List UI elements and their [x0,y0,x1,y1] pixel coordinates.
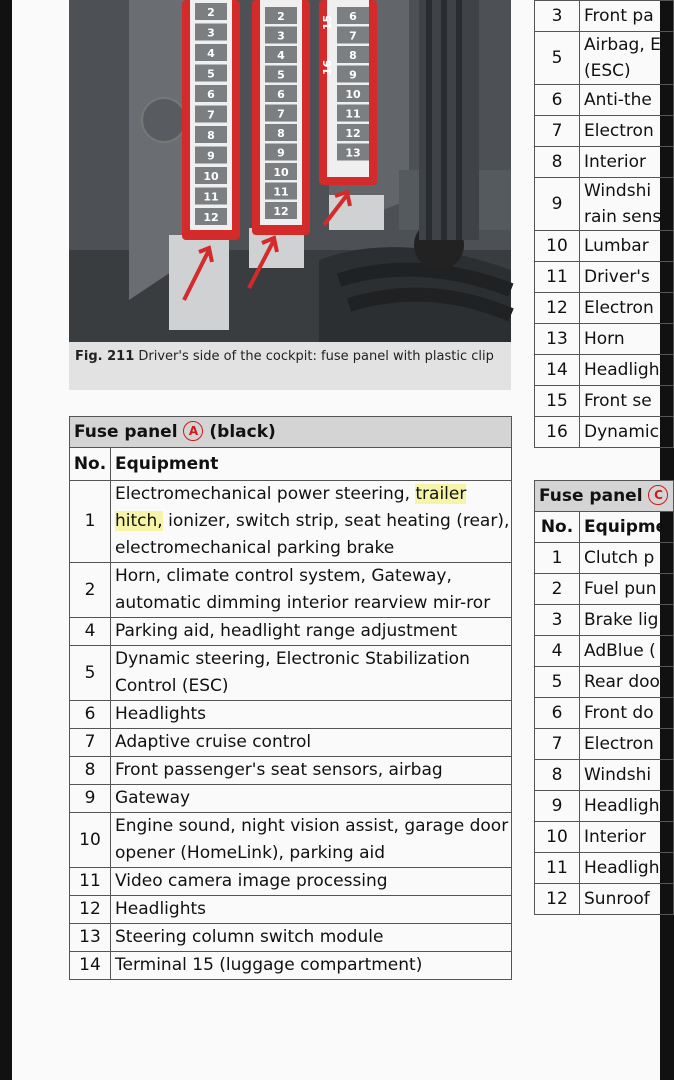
fuse-side-label-15: 15 [321,14,334,30]
fuse-equipment: Adaptive cruise control [111,729,512,757]
fuse-equipment: Horn, climate control system, Gateway, automatic dimming interior rearview mir-ror [111,563,512,618]
fuse-panel-b-table [534,0,674,448]
table-row [535,355,674,386]
fuse-number: 12 [535,884,580,915]
fuse-panel-photo [69,0,511,342]
fuse-slot-number: 6 [277,88,285,101]
table-row [535,822,674,853]
fuse-number: 13 [70,924,111,952]
fuse-number: 6 [70,701,111,729]
panel-badge-a: A [183,421,203,441]
fuse-number: 1 [70,481,111,563]
figure-caption [75,347,505,367]
fuse-slot-number: 4 [207,47,215,60]
table-row [70,896,512,924]
fuse-number: 7 [70,729,111,757]
fuse-number: 10 [535,822,580,853]
table-row [70,646,512,701]
fuse-equipment: Airbag, E (ESC) [580,32,674,85]
fuse-equipment: Steering column switch module [111,924,512,952]
table-row [535,417,674,448]
fuse-equipment: Gateway [111,785,512,813]
fuse-equipment: Horn [580,324,674,355]
panel-badge-c: C [648,485,668,505]
table-header-row [535,512,674,543]
table-row [535,543,674,574]
fuse-slot-number: 13 [345,146,361,160]
fuse-equipment: Parking aid, headlight range adjustment [111,618,512,646]
fuse-slot-number: 9 [207,149,215,163]
fuse-number: 9 [70,785,111,813]
fuse-slot-number: 12 [273,205,289,218]
column-header-no: No. [535,512,580,543]
fuse-equipment: Headlights [111,896,512,924]
fuse-slot-number: 10 [203,170,219,183]
fuse-number: 11 [70,868,111,896]
fuse-number: 5 [535,667,580,698]
fuse-equipment: Headligh [580,355,674,386]
fuse-number: 5 [70,646,111,701]
fuse-number: 10 [70,813,111,868]
fuse-slot-number: 11 [203,190,219,204]
table-header-row [70,448,512,481]
fuse-equipment: Interior [580,147,674,178]
table-row [535,178,674,231]
caption-label: Fig. 211 [75,349,135,364]
table-row [70,813,512,868]
fuse-slot-number: 8 [207,129,215,142]
fuse-slot-number: 10 [345,88,361,101]
fuse-number: 9 [535,178,580,231]
fuse-slot-number: 4 [277,49,285,62]
table-row [535,760,674,791]
fuse-number: 16 [535,417,580,448]
fuse-slot-number: 12 [345,127,361,140]
table-row [70,729,512,757]
fuse-slot-number: 8 [349,49,357,62]
table-title: Fuse panel [74,421,178,442]
fuse-number: 2 [70,563,111,618]
table-row [535,32,674,85]
fuse-panel-illustration [69,0,511,342]
table-row [535,293,674,324]
table-row [535,262,674,293]
fuse-equipment: Headligh [580,853,674,884]
fuse-slot-number: 2 [277,10,285,23]
table-row [535,85,674,116]
fuse-panel-c-table [534,480,674,915]
fuse-number: 11 [535,262,580,293]
fuse-slot-number: 7 [277,107,285,121]
equipment-text: Electromechanical power steering, [115,484,416,504]
fuse-slot-number: 12 [203,211,219,224]
highlighted-text: trailer hitch, [115,484,467,531]
fuse-number: 2 [535,574,580,605]
figure-caption-box [69,342,511,390]
table-row [70,563,512,618]
fuse-number: 13 [535,324,580,355]
fuse-equipment: Front do [580,698,674,729]
fuse-number: 7 [535,729,580,760]
fuse-number: 3 [535,605,580,636]
table-row [535,605,674,636]
fuse-number: 8 [535,760,580,791]
table-row [535,853,674,884]
fuse-slot-number: 9 [349,68,357,82]
table-row [70,618,512,646]
fuse-number: 8 [70,757,111,785]
table-row [70,868,512,896]
fuse-slot-number: 7 [207,108,215,122]
table-row [70,481,512,563]
fuse-number: 10 [535,231,580,262]
table-row [70,785,512,813]
fuse-number: 14 [535,355,580,386]
table-row [535,729,674,760]
fuse-equipment: Lumbar [580,231,674,262]
fuse-equipment: Anti-the [580,85,674,116]
fuse-equipment: Clutch p [580,543,674,574]
table-row [535,667,674,698]
table-row [535,324,674,355]
fuse-number: 8 [535,147,580,178]
fuse-equipment: Terminal 15 (luggage compartment) [111,952,512,980]
fuse-slot-number: 3 [207,26,215,40]
fuse-block-right [319,0,377,185]
fuse-slot-number: 3 [277,29,285,43]
fuse-equipment: Fuel pun [580,574,674,605]
fuse-number: 3 [535,1,580,32]
fuse-equipment: Rear doo [580,667,674,698]
panel-color: (black) [209,421,276,442]
fuse-slot-number: 6 [349,10,357,23]
table-row [535,574,674,605]
fuse-equipment: Sunroof [580,884,674,915]
fuse-slot-number: 2 [207,6,215,19]
table-row [70,757,512,785]
fuse-number: 6 [535,698,580,729]
fuse-number: 5 [535,32,580,85]
fuse-equipment: Video camera image processing [111,868,512,896]
fuse-equipment: Dynamic steering, Electronic Stabilization Control (ESC) [111,646,512,701]
fuse-equipment: Engine sound, night vision assist, garage door opener (HomeLink), parking aid [111,813,512,868]
table-title: Fuse panel [539,486,643,506]
table-row [535,791,674,822]
fuse-equipment: Brake lig [580,605,674,636]
fuse-slot-number: 6 [207,88,215,101]
fuse-slot-number: 5 [207,67,215,81]
table-row [535,116,674,147]
fuse-equipment: Front pa [580,1,674,32]
fuse-equipment: Electron [580,116,674,147]
fuse-block-middle [252,0,310,235]
column-header-equipment: Equipme [580,512,674,543]
fuse-block-left [182,0,240,240]
fuse-equipment: Electron [580,293,674,324]
manual-page [12,0,668,1080]
table-row [70,701,512,729]
fuse-equipment: Front se [580,386,674,417]
table-row [535,386,674,417]
column-header-equipment: Equipment [111,448,512,481]
fuse-panel-a-table [69,416,512,980]
fuse-equipment: Electron [580,729,674,760]
table-title-row [70,417,512,448]
fuse-number: 4 [535,636,580,667]
fuse-equipment: Headlights [111,701,512,729]
fuse-number: 12 [535,293,580,324]
fuse-slot-number: 11 [345,107,361,121]
fuse-equipment: Driver's [580,262,674,293]
equipment-text: ionizer, switch strip, seat heating (rear), electromechanical parking brake [115,511,510,558]
fuse-equipment: Headligh [580,791,674,822]
fuse-equipment: Front passenger's seat sensors, airbag [111,757,512,785]
fuse-equipment: AdBlue ( [580,636,674,667]
fuse-number: 14 [70,952,111,980]
table-row [70,952,512,980]
fuse-slot-number: 8 [277,127,285,140]
fuse-side-label-16: 16 [321,59,334,75]
fuse-number: 12 [70,896,111,924]
fuse-number: 9 [535,791,580,822]
column-header-no: No. [70,448,111,481]
fuse-slot-number: 10 [273,166,289,179]
fuse-equipment: Dynamic [580,417,674,448]
fuse-number: 11 [535,853,580,884]
caption-text: Driver's side of the cockpit: fuse panel with plastic clip [138,349,494,364]
table-title-row [535,481,674,512]
table-row [70,924,512,952]
table-row [535,884,674,915]
fuse-equipment [111,481,512,563]
fuse-slot-number: 9 [277,146,285,160]
table-row [535,147,674,178]
fuse-slot-number: 5 [277,68,285,82]
fuse-number: 6 [535,85,580,116]
table-row [535,698,674,729]
fuse-number: 4 [70,618,111,646]
fuse-number: 15 [535,386,580,417]
fuse-equipment: Windshi [580,760,674,791]
table-row [535,1,674,32]
fuse-slot-number: 7 [349,29,357,43]
fuse-number: 1 [535,543,580,574]
fuse-equipment: Windshi rain sens [580,178,674,231]
fuse-slot-number: 11 [273,185,289,199]
table-row [535,636,674,667]
fuse-number: 7 [535,116,580,147]
table-row [535,231,674,262]
fuse-equipment: Interior [580,822,674,853]
